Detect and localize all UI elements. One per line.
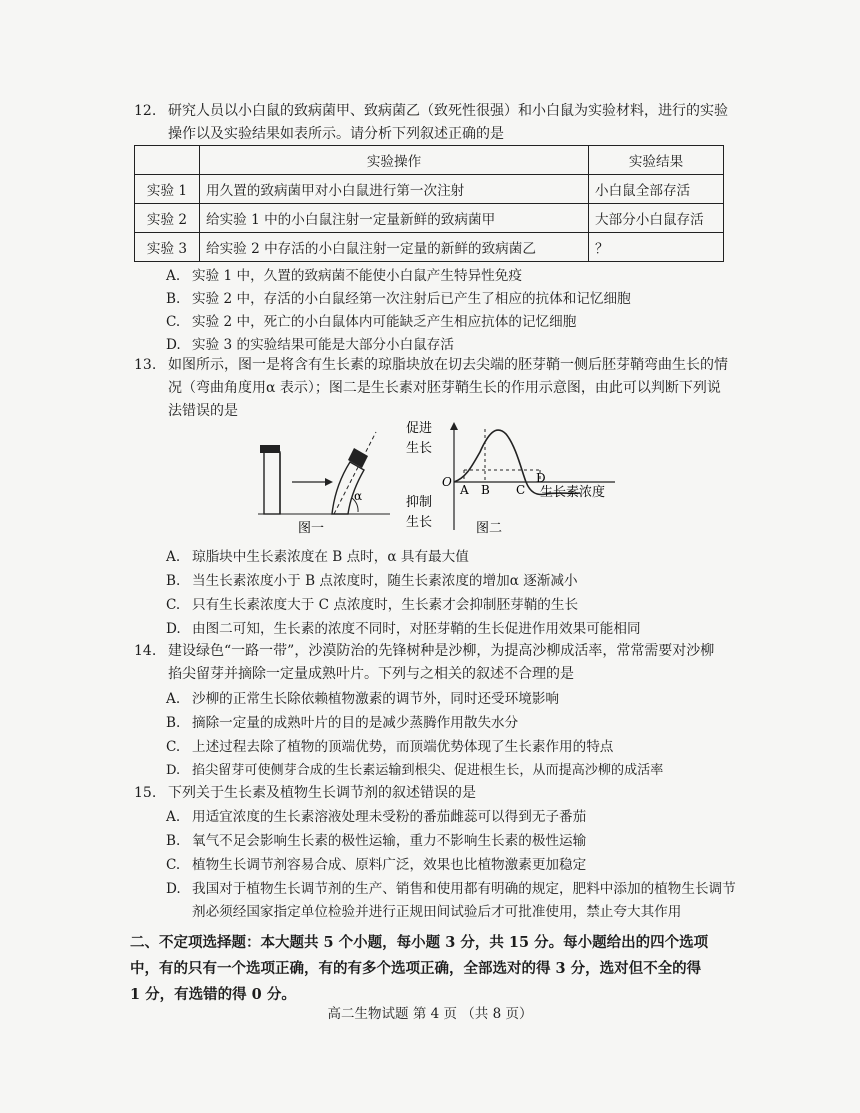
y-axis-arrow: [450, 422, 458, 430]
option-text: 沙柳的正常生长除依赖植物激素的调节外，同时还受环境影响: [192, 691, 560, 707]
q13-option-d: [166, 618, 736, 640]
table-row: [135, 175, 724, 204]
point-c-label: C: [516, 483, 526, 497]
q12-option-a: [166, 265, 736, 287]
q12-option-b: [166, 288, 736, 310]
q13-option-c: [166, 594, 736, 616]
experiment-table: [134, 145, 724, 262]
q13-stem: [134, 354, 728, 423]
table-cell: ？: [589, 233, 724, 262]
q15-number: 15.: [134, 785, 157, 801]
option-text: 实验 1 中，久置的致病菌不能使小白鼠产生特异性免疫: [192, 268, 522, 284]
q12-text: 研究人员以小白鼠的致病菌甲、致病菌乙（致死性很强）和小白鼠为实验材料，进行的实验操作以及实验结果如表所示。请分析下列叙述正确的是: [168, 103, 728, 142]
angle-alpha-label: α: [354, 489, 363, 503]
q15-stem: [134, 782, 728, 805]
option-letter: A.: [166, 691, 181, 707]
option-text: 摘除一定量的成熟叶片的目的是减少蒸腾作用散失水分: [192, 715, 519, 731]
option-text: 上述过程去除了植物的顶端优势，而顶端优势体现了生长素作用的特点: [192, 739, 614, 755]
q14-option-d: [166, 760, 736, 782]
table-cell: 给实验 2 中存活的小白鼠注射一定量的新鲜的致病菌乙: [200, 233, 589, 262]
figure-two-caption: 图二: [476, 521, 503, 536]
section-two-line: 二、不定项选择题：本大题共 5 个小题，每小题 3 分，共 15 分。每小题给出的四个选项: [130, 934, 709, 951]
point-d-label: D: [536, 471, 546, 485]
table-cell: 给实验 1 中的小白鼠注射一定量新鲜的致病菌甲: [200, 204, 589, 233]
option-text: 实验 3 的实验结果可能是大部分小白鼠存活: [192, 337, 454, 353]
point-a-label: A: [460, 483, 469, 497]
x-axis-label: 生长素浓度: [540, 485, 606, 500]
table-header-cell: 实验操作: [200, 146, 589, 175]
option-text: 植物生长调节剂容易合成、原料广泛，效果也比植物激素更加稳定: [192, 857, 587, 873]
option-text: 掐尖留芽可使侧芽合成的生长素运输到根尖、促进根生长，从而提高沙柳的成活率: [192, 763, 664, 778]
y-bottom-label: 抑制: [406, 495, 433, 510]
option-text: 只有生长素浓度大于 C 点浓度时，生长素才会抑制胚芽鞘的生长: [192, 597, 579, 613]
option-letter: D.: [166, 881, 181, 897]
table-cell: 实验 2: [135, 204, 200, 233]
option-text: 由图二可知，生长素的浓度不同时，对胚芽鞘的生长促进作用效果可能相同: [192, 621, 641, 637]
q14-text: 建设绿色“一路一带”，沙漠防治的先锋树种是沙柳，为提高沙柳成活率，常常需要对沙柳掐尖留芽并摘除一定量成熟叶片。下列与之相关的叙述不合理的是: [168, 643, 715, 682]
arrow-head: [325, 478, 333, 486]
option-letter: B.: [166, 573, 181, 589]
option-letter: C.: [166, 857, 181, 873]
option-letter: A.: [166, 549, 181, 565]
option-text: 实验 2 中，死亡的小白鼠体内可能缺乏产生相应抗体的记忆细胞: [192, 314, 577, 330]
figure-one-caption: 图一: [298, 521, 325, 536]
option-letter: D.: [166, 337, 181, 353]
q12-option-c: [166, 311, 736, 333]
option-text: 实验 2 中，存活的小白鼠经第一次注射后已产生了相应的抗体和记忆细胞: [192, 291, 631, 307]
section-two-line: 1 分，有选错的得 0 分。: [130, 986, 296, 1003]
q13-option-b: [166, 570, 736, 592]
section-two-line: 中，有的只有一个选项正确，有的有多个选项正确，全部选对的得 3 分，选对但不全的得: [130, 960, 702, 977]
y-top-label: 促进: [406, 421, 433, 436]
figure-two: [406, 420, 615, 536]
q15-option-b: [166, 830, 736, 852]
table-row: [135, 204, 724, 233]
y-bottom-label-2: 生长: [406, 515, 433, 530]
q12-stem: [134, 100, 728, 146]
table-header-row: [135, 146, 724, 175]
option-text: 氧气不足会影响生长素的极性运输，重力不影响生长素的极性运输: [192, 833, 587, 849]
q14-stem: [134, 640, 728, 686]
option-letter: B.: [166, 291, 181, 307]
table-cell: 小白鼠全部存活: [589, 175, 724, 204]
q15-option-d: [166, 878, 736, 924]
point-b-label: B: [481, 483, 490, 497]
q13-figures: [240, 420, 660, 540]
q15-option-a: [166, 806, 736, 828]
table-header-cell: 实验结果: [589, 146, 724, 175]
option-letter: B.: [166, 833, 181, 849]
coleoptile-bent: [332, 462, 364, 514]
option-letter: A.: [166, 268, 181, 284]
q14-option-a: [166, 688, 736, 710]
table-row: [135, 233, 724, 262]
figure-one: [258, 432, 390, 536]
q14-number: 14.: [134, 643, 157, 659]
q12-number: 12.: [134, 103, 157, 119]
y-top-label-2: 生长: [406, 441, 433, 456]
table-cell: 大部分小白鼠存活: [589, 204, 724, 233]
option-letter: C.: [166, 739, 181, 755]
q12-option-d: [166, 334, 736, 356]
option-letter: C.: [166, 597, 181, 613]
table-cell: 实验 3: [135, 233, 200, 262]
coleoptile-straight: [264, 452, 280, 514]
agar-block-tilted: [348, 448, 368, 468]
q13-text: 如图所示，图一是将含有生长素的琼脂块放在切去尖端的胚芽鞘一侧后胚芽鞘弯曲生长的情况（弯曲角度用α 表示）；图二是生长素对胚芽鞘生长的作用示意图，由此可以判断下列说法错误的是: [168, 357, 728, 419]
option-text: 用适宜浓度的生长素溶液处理未受粉的番茄雌蕊可以得到无子番茄: [192, 809, 587, 825]
q14-option-c: [166, 736, 736, 758]
option-text: 我国对于植物生长调节剂的生产、销售和使用都有明确的规定，肥料中添加的植物生长调节剂必须经国家指定单位检验并进行正规田间试验后才可批准使用，禁止夸大其作用: [192, 881, 736, 920]
origin-label: O: [442, 475, 452, 489]
q13-number: 13.: [134, 357, 157, 373]
option-letter: D.: [166, 621, 181, 637]
table-cell: 实验 1: [135, 175, 200, 204]
option-letter: D.: [166, 763, 181, 778]
q14-option-b: [166, 712, 736, 734]
option-letter: A.: [166, 809, 181, 825]
page-footer: 高二生物试题 第 4 页 （共 8 页）: [327, 1006, 533, 1022]
option-letter: B.: [166, 715, 181, 731]
option-letter: C.: [166, 314, 181, 330]
q15-text: 下列关于生长素及植物生长调节剂的叙述错误的是: [168, 785, 476, 801]
option-text: 当生长素浓度小于 B 点浓度时，随生长素浓度的增加α 逐渐减小: [192, 573, 578, 589]
section-two-instructions: [130, 930, 730, 1008]
q15-option-c: [166, 854, 736, 876]
table-cell: 用久置的致病菌甲对小白鼠进行第一次注射: [200, 175, 589, 204]
option-text: 琼脂块中生长素浓度在 B 点时，α 具有最大值: [192, 549, 469, 565]
agar-block: [260, 445, 280, 453]
q13-option-a: [166, 546, 736, 568]
table-header-cell: [135, 146, 200, 175]
